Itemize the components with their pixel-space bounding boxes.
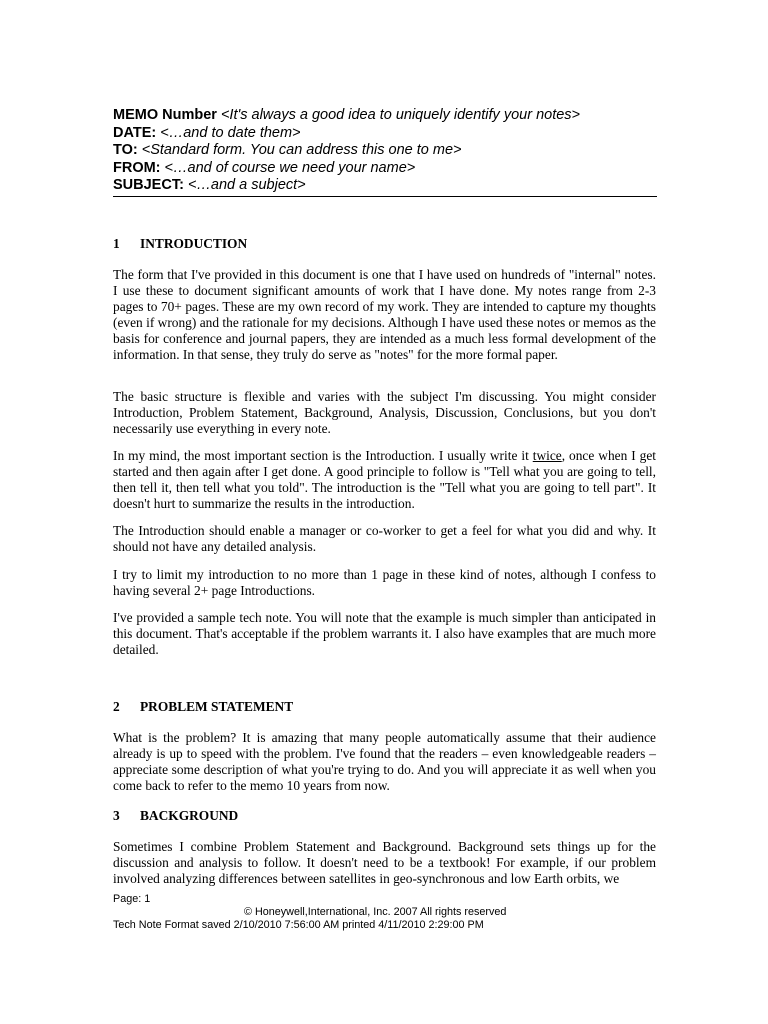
paragraph: The form that I've provided in this document is one that I have used on hundreds of "internal" notes. I use these to document significant amounts of work that I have done. My notes range from 2-3 pages to 70+ pages. These are my own record of my work. They are intended to capture my thoughts (even if wrong) and the rationale for my decisions. Although I have used these notes or memos as the basis for conference and journal papers, they are intended as a much less formal development of the information. In that sense, they truly do serve as "notes" for the more formal paper. bbox=[113, 267, 656, 363]
subject-value: <…and a subject> bbox=[187, 177, 306, 193]
section-number: 2 bbox=[113, 699, 120, 714]
section-number: 3 bbox=[113, 808, 120, 823]
memo-number-row bbox=[113, 107, 657, 125]
date-value: <…and to date them> bbox=[160, 124, 301, 141]
to-label: TO: bbox=[113, 142, 138, 158]
underlined-text: twice bbox=[532, 448, 562, 463]
paragraph: I've provided a sample tech note. You will note that the example is much simpler than anticipated in this document. That's acceptable if the problem warrants it. I also have examples that are much more detailed. bbox=[113, 610, 656, 658]
paragraph-text: , once when I get started and then again after I get done. A good principle to follow is "Tell what you are going to tell, then tell it, then tell what you told". The introduction is the "Tell what you are going to tell part". It doesn't hurt to summarize the results in the introduction. bbox=[113, 448, 656, 512]
subject-label: SUBJECT: bbox=[113, 177, 184, 193]
from-row bbox=[113, 160, 657, 178]
section-heading-background bbox=[113, 808, 238, 824]
section-heading-introduction bbox=[113, 236, 247, 252]
memo-number-label: MEMO Number bbox=[113, 107, 217, 123]
memo-header bbox=[113, 107, 657, 195]
section-number: 1 bbox=[113, 236, 120, 251]
paragraph: The basic structure is flexible and varies with the subject I'm discussing. You might consider Introduction, Problem Statement, Background, Analysis, Discussion, Conclusions, but you don't necessarily use everything in every note. bbox=[113, 389, 656, 437]
paragraph: The Introduction should enable a manager or co-worker to get a feel for what you did and why. It should not have any detailed analysis. bbox=[113, 523, 656, 555]
paragraph: What is the problem? It is amazing that many people automatically assume that their audience already is up to speed with the problem. I've found that the readers – even knowledgeable readers – appreciate some description of what you're trying to do. And you will appreciate it as well when you come back to refer to the memo 10 years from now. bbox=[113, 730, 656, 794]
section-title: INTRODUCTION bbox=[140, 236, 248, 251]
section-heading-problem-statement bbox=[113, 699, 293, 715]
to-value: <Standard form. You can address this one to me> bbox=[141, 142, 462, 158]
paragraph bbox=[113, 448, 656, 512]
page-number: Page: 1 bbox=[113, 893, 151, 905]
document-timestamp: Tech Note Format saved 2/10/2010 7:56:00 AM printed 4/11/2010 2:29:00 PM bbox=[113, 919, 484, 931]
date-label: DATE: bbox=[113, 124, 157, 141]
from-value: <…and of course we need your name> bbox=[164, 159, 416, 176]
section-title: BACKGROUND bbox=[140, 808, 239, 823]
to-row bbox=[113, 142, 657, 160]
subject-row bbox=[113, 177, 657, 195]
paragraph: I try to limit my introduction to no more than 1 page in these kind of notes, although I confess to having several 2+ page Introductions. bbox=[113, 567, 656, 599]
memo-number-value: <It's always a good idea to uniquely identify your notes> bbox=[220, 107, 581, 123]
paragraph-text: In my mind, the most important section is the Introduction. I usually write it bbox=[113, 448, 533, 463]
date-row bbox=[113, 125, 657, 143]
paragraph: Sometimes I combine Problem Statement and Background. Background sets things up for the discussion and analysis to follow. It doesn't need to be a textbook! For example, if our problem involved analyzing differences between satellites in geo-synchronous and low Earth orbits, we bbox=[113, 839, 656, 887]
from-label: FROM: bbox=[113, 159, 161, 176]
copyright-notice: © Honeywell,International, Inc. 2007 All rights reserved bbox=[244, 906, 507, 918]
header-divider bbox=[113, 196, 657, 197]
section-title: PROBLEM STATEMENT bbox=[140, 699, 294, 714]
